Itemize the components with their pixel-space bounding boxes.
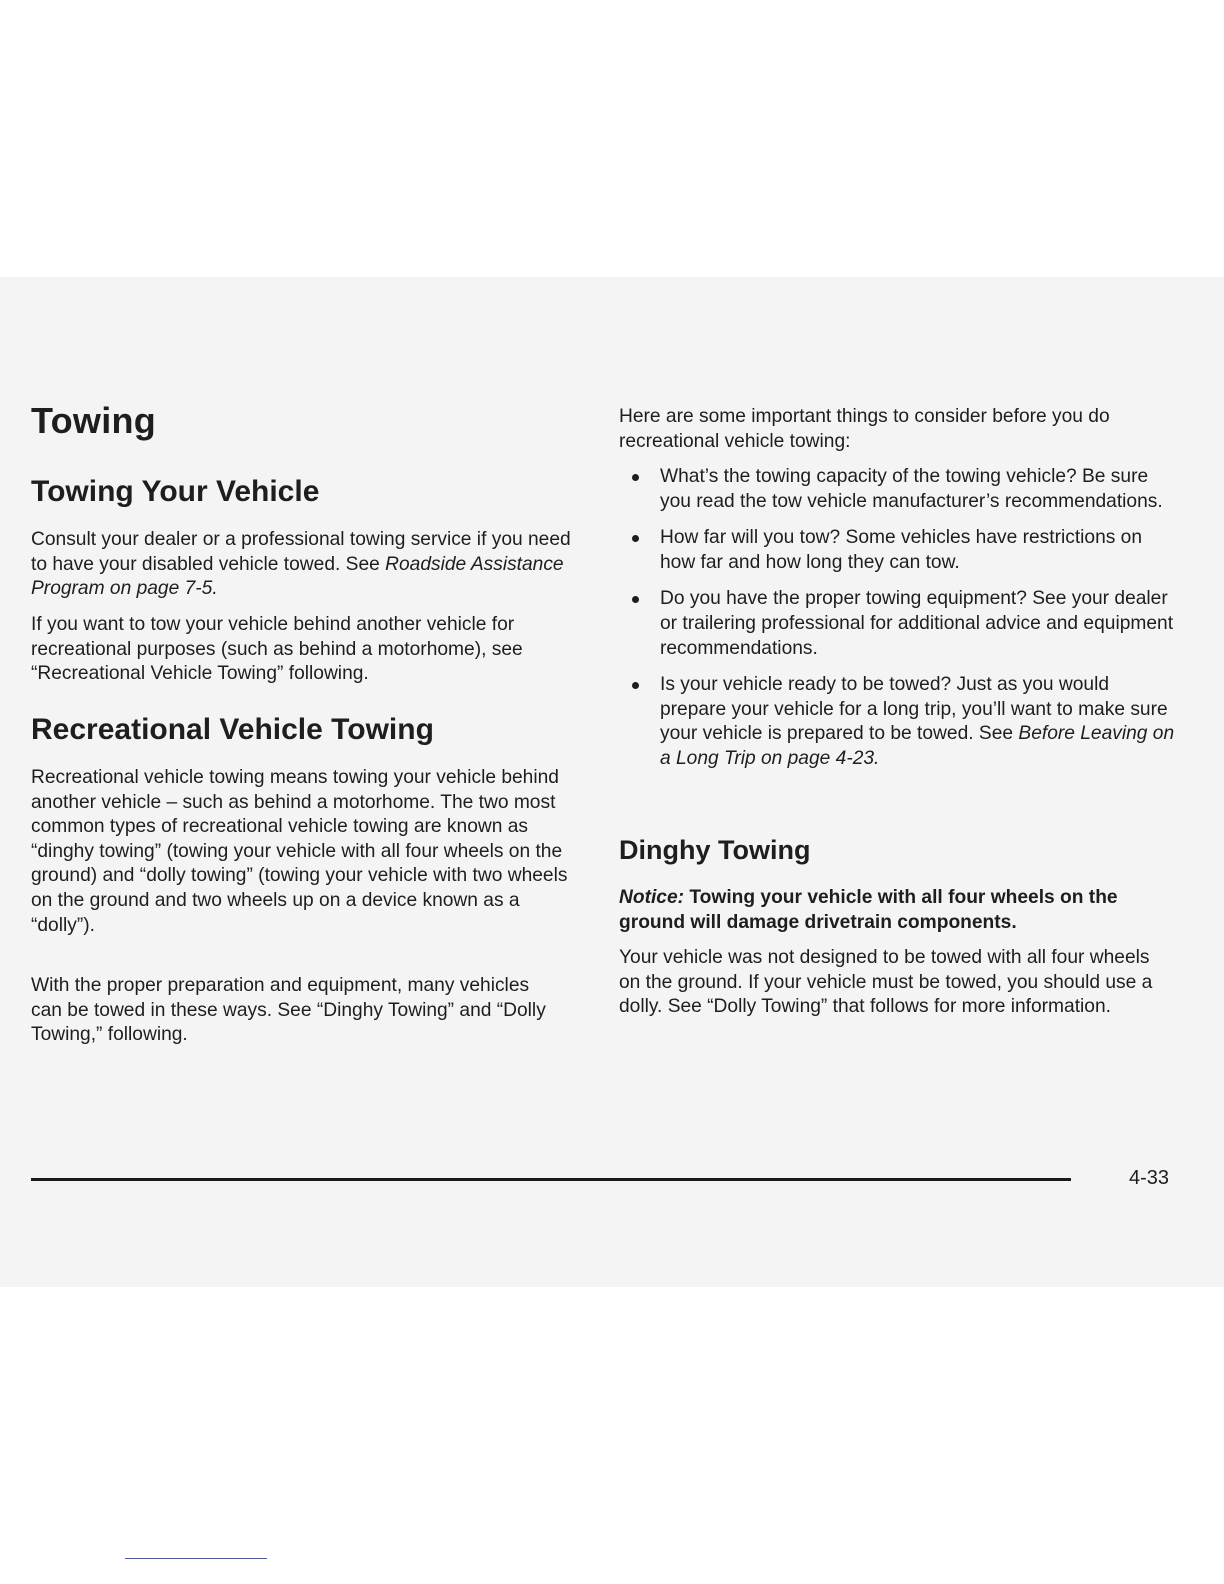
list-item-text: Do you have the proper towing equipment? See your dealer or trailering professional for additional advice and equipment recommendations. [660, 588, 1174, 659]
considerations-list [619, 465, 1179, 772]
bullet-icon [632, 596, 639, 603]
notice-label: Notice: [619, 887, 685, 908]
bullet-icon [632, 682, 639, 689]
list-item [619, 526, 1179, 575]
recreational-vehicle-towing-heading: Recreational Vehicle Towing [31, 713, 434, 746]
dinghy-towing-paragraph: Your vehicle was not designed to be towed with all four wheels on the ground. If your vehicle must be towed, you should use a dolly. See “Dolly Towing” that follows for more information. [619, 947, 1153, 1018]
list-item-text: How far will you tow? Some vehicles have restrictions on how far and how long they can tow. [660, 527, 1143, 573]
long-trip-reference[interactable]: Before Leaving on a Long Trip on page 4-23. [660, 723, 1175, 769]
list-item-text: What’s the towing capacity of the towing vehicle? Be sure you read the tow vehicle manufacturer’s recommendations. [660, 466, 1163, 512]
towing-your-vehicle-heading: Towing Your Vehicle [31, 475, 320, 508]
chapter-title: Towing [31, 400, 157, 441]
list-item [619, 587, 1179, 661]
notice-text: Towing your vehicle with all four wheels on the ground will damage drivetrain components. [619, 887, 1118, 933]
towing-your-vehicle-paragraph-2: If you want to tow your vehicle behind another vehicle for recreational purposes (such as behind a motorhome), see “Recreational Vehicle Towing” following. [31, 614, 523, 685]
consult-dealer-text: Consult your dealer or a professional towing service if you need to have your disabled vehicle towed. See [31, 529, 571, 575]
roadside-assistance-reference[interactable]: Roadside Assistance Program on page 7-5. [31, 553, 564, 600]
recreational-towing-paragraph-1: Recreational vehicle towing means towing your vehicle behind another vehicle – such as behind a motorhome. The two most common types of recreational vehicle towing are known as “dinghy towing” (towing your vehicle with all four wheels on the ground) and “dolly towing” (towing your vehicle with two wheels on the ground and two wheels up on a device known as a “dolly”). [31, 767, 568, 936]
bullet-icon [632, 474, 639, 481]
considerations-intro: Here are some important things to consider before you do recreational vehicle towing: [619, 406, 1110, 452]
recreational-towing-paragraph-2: With the proper preparation and equipment, many vehicles can be towed in these ways. See “Dinghy Towing” and “Dolly Towing,” following. [31, 975, 546, 1046]
page-number: 4-33 [1129, 1167, 1170, 1189]
list-item [619, 465, 1179, 514]
list-item-text: Is your vehicle ready to be towed? Just as you would prepare your vehicle for a long trip, you’ll want to make sure your vehicle is prepared to be towed. See [660, 674, 1168, 745]
link-underline [125, 1558, 267, 1559]
list-item [619, 673, 1179, 771]
bullet-icon [632, 535, 639, 542]
notice-paragraph [619, 886, 1179, 935]
towing-your-vehicle-paragraph-1 [31, 528, 576, 602]
footer-rule [31, 1178, 1071, 1181]
dinghy-towing-heading: Dinghy Towing [619, 835, 811, 865]
